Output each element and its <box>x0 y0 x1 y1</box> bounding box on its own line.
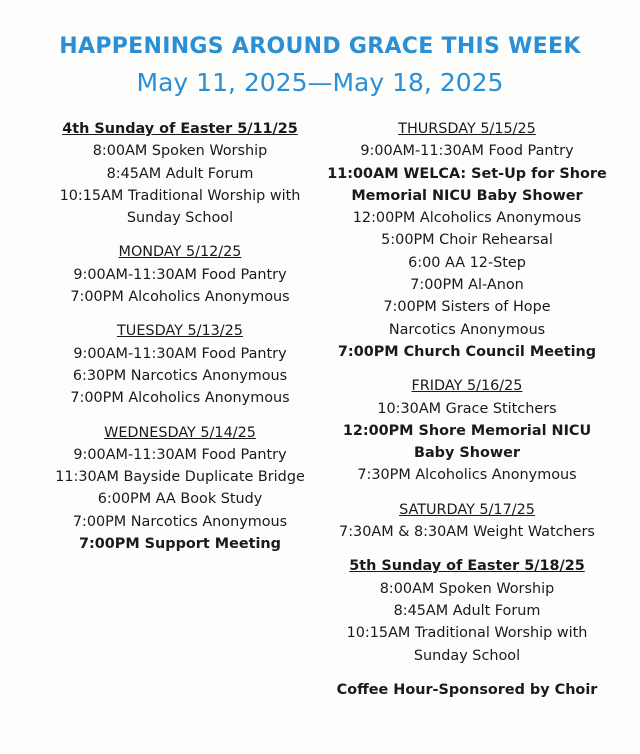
event-item: 9:00AM-11:30AM Food Pantry <box>360 143 574 160</box>
event-item: 6:30PM Narcotics Anonymous <box>72 367 288 384</box>
event-item: 11:30AM Bayside Duplicate Bridge <box>55 469 305 486</box>
day-heading: TUESDAY 5/13/25 <box>117 323 243 340</box>
event-item: 7:30AM & 8:30AM Weight Watchers <box>339 524 595 541</box>
event-item: 7:30PM Alcoholics Anonymous <box>357 467 577 484</box>
day-heading: 5th Sunday of Easter 5/18/25 <box>349 558 585 575</box>
event-item: Memorial NICU Baby Shower <box>351 187 583 204</box>
section-gap <box>322 667 612 679</box>
event-item: 6:00 AA 12-Step <box>408 254 526 271</box>
section-gap <box>40 410 320 422</box>
section-gap <box>40 308 320 320</box>
event-item: 9:00AM-11:30AM Food Pantry <box>73 266 287 283</box>
event-item: Narcotics Anonymous <box>388 321 546 338</box>
event-item: 6:00PM AA Book Study <box>97 491 263 508</box>
event-item: 10:30AM Grace Stitchers <box>377 400 557 417</box>
section-gap <box>322 543 612 555</box>
section-gap <box>322 487 612 499</box>
event-item: 7:00PM Narcotics Anonymous <box>72 513 288 530</box>
event-item: 12:00PM Shore Memorial NICU <box>342 422 592 439</box>
event-item: Baby Shower <box>413 445 521 462</box>
event-item: Sunday School <box>413 647 521 664</box>
day-heading: MONDAY 5/12/25 <box>118 244 242 261</box>
date-range: May 11, 2025—May 18, 2025 <box>136 68 504 97</box>
day-heading: WEDNESDAY 5/14/25 <box>104 424 256 441</box>
event-item: 8:45AM Adult Forum <box>393 602 541 619</box>
event-item: 7:00PM Church Council Meeting <box>337 343 597 360</box>
event-item: 7:00PM Alcoholics Anonymous <box>70 289 290 306</box>
page-title: HAPPENINGS AROUND GRACE THIS WEEK <box>59 34 581 59</box>
event-item: 8:00AM Spoken Worship <box>92 143 268 160</box>
event-item: 9:00AM-11:30AM Food Pantry <box>73 446 287 463</box>
event-item: 8:00AM Spoken Worship <box>379 580 555 597</box>
event-item: 7:00PM Al-Anon <box>410 277 524 294</box>
day-heading: THURSDAY 5/15/25 <box>398 121 536 137</box>
day-heading: 4th Sunday of Easter 5/11/25 <box>62 121 298 137</box>
coffee-hour-note: Coffee Hour-Sponsored by Choir <box>336 681 598 698</box>
event-item: 5:00PM Choir Rehearsal <box>381 232 553 249</box>
section-gap <box>40 229 320 241</box>
event-item: 8:45AM Adult Forum <box>106 165 254 182</box>
event-item: 10:15AM Traditional Worship with <box>346 625 588 642</box>
event-item: 7:00PM Support Meeting <box>79 536 281 553</box>
event-item: 12:00PM Alcoholics Anonymous <box>352 210 582 227</box>
event-item: 7:00PM Sisters of Hope <box>383 299 551 316</box>
left-column <box>40 118 320 555</box>
day-heading: SATURDAY 5/17/25 <box>399 501 535 518</box>
right-column <box>322 118 612 701</box>
event-item: Sunday School <box>126 210 234 227</box>
event-item: 9:00AM-11:30AM Food Pantry <box>73 345 287 362</box>
section-gap <box>322 363 612 375</box>
event-item: 10:15AM Traditional Worship with <box>59 187 301 204</box>
event-item: 7:00PM Alcoholics Anonymous <box>70 390 290 407</box>
day-heading: FRIDAY 5/16/25 <box>411 378 523 395</box>
event-item: 11:00AM WELCA: Set-Up for Shore <box>327 165 607 182</box>
